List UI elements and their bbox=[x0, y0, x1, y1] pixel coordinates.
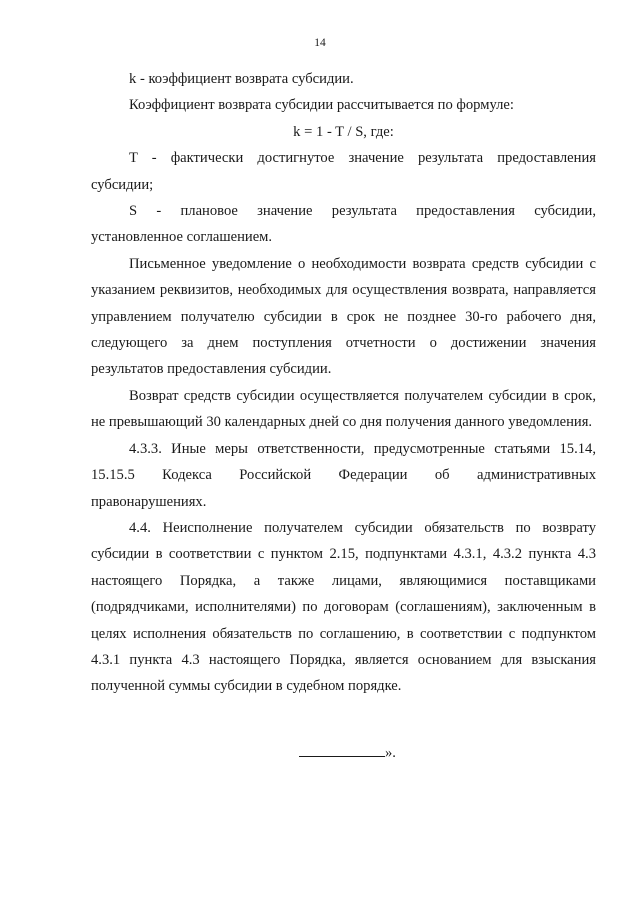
paragraph-refund-term: Возврат средств субсидии осуществляется получателем субсидии в срок, не превышающий 30 календарных дней со дня получения данного уведомления. bbox=[91, 387, 596, 431]
paragraph-written-notice: Письменное уведомление о необходимости возврата средств субсидии с указанием реквизитов, необходимых для осуществления возврата, направляется управлением получателю субсидии в срок не позднее 30-го рабочего дня, следующего за днем поступления отчетности о достижении значения результатов предоставления субсидии. bbox=[91, 255, 596, 378]
paragraph-4-4: 4.4. Неисполнение получателем субсидии обязательств по возврату субсидии в соответствии с пунктом 2.15, подпунктами 4.3.1, 4.3.2 пункта 4.3 настоящего Порядка, а также лицами, являющимися поставщиками (подрядчиками, исполнителями) по договорам (соглашениям), заключенным в целях исполнения обязательств по соглашению, в соответствии с подпунктом 4.3.1 пункта 4.3 настоящего Порядка, является основанием для взыскания полученной суммы субсидии в судебном порядке. bbox=[91, 519, 596, 695]
formula: k = 1 - T / S, где: bbox=[293, 123, 394, 140]
paragraph-s-definition: S - плановое значение результата предоставления субсидии, установленное соглашением. bbox=[91, 203, 596, 246]
paragraph-coefficient-definition: k - коэффициент возврата субсидии. bbox=[129, 71, 354, 87]
document-body bbox=[91, 66, 596, 766]
closing-line bbox=[91, 740, 596, 766]
paragraph-formula-intro: Коэффициент возврата субсидии рассчитывается по формуле: bbox=[129, 97, 514, 114]
paragraph-t-definition: T - фактически достигнутое значение результата предоставления субсидии; bbox=[91, 150, 596, 193]
page-number: 14 bbox=[314, 37, 326, 49]
closing-underline bbox=[299, 744, 385, 757]
closing-mark: ». bbox=[385, 744, 396, 761]
paragraph-4-3-3: 4.3.3. Иные меры ответственности, предусмотренные статьями 15.14, 15.15.5 Кодекса Российской Федерации об административных правонарушениях. bbox=[91, 440, 596, 510]
